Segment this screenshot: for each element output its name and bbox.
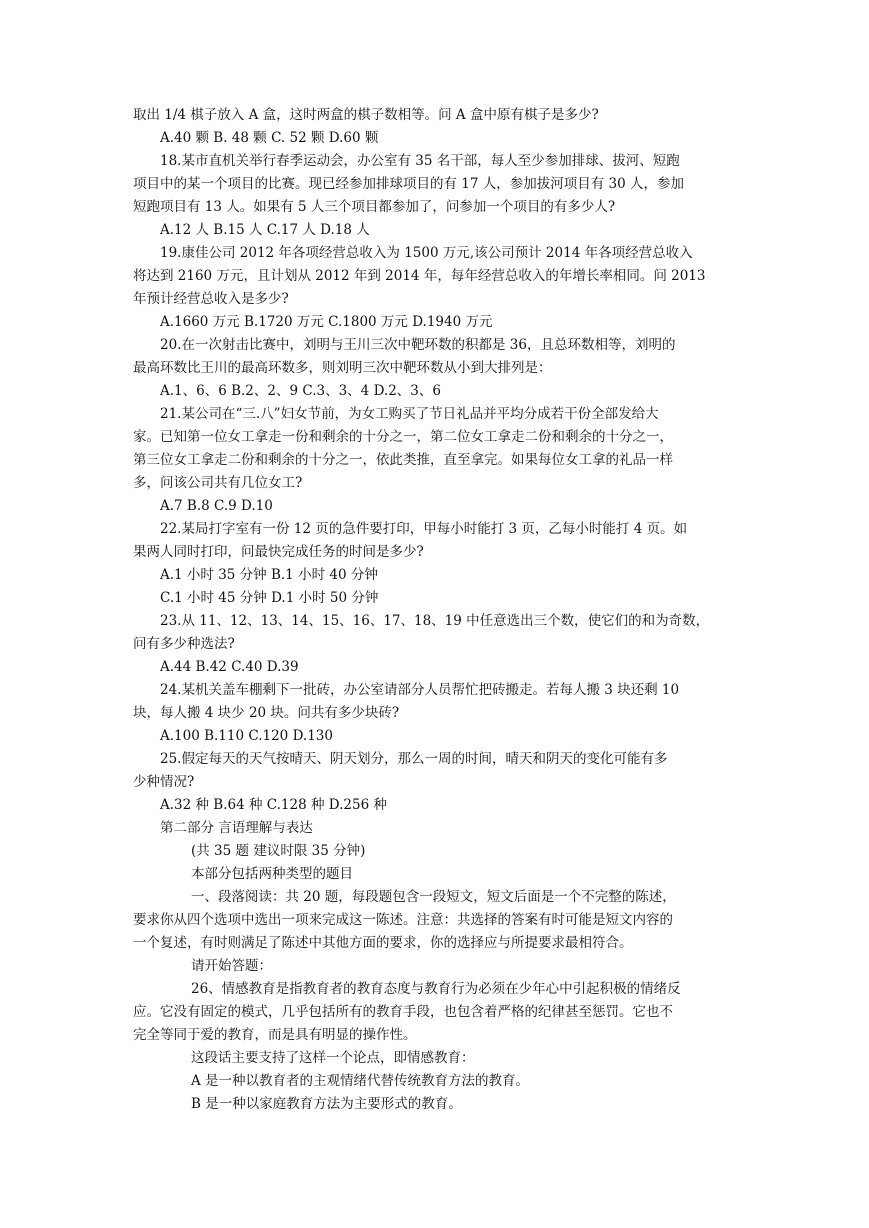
question-prompt: 这段话主要支持了这样一个论点，即情感教育： <box>191 1050 475 1066</box>
text-line: 一个复述，有时则满足了陈述中其他方面的要求，你的选择应与所提要求最相符合。 <box>133 935 633 951</box>
text-line: 问有多少种选法? <box>133 636 235 652</box>
answer-options: A.1660 万元 B.1720 万元 C.1800 万元 D.1940 万元 <box>160 314 493 330</box>
text-line: 取出 1/4 棋子放入 A 盒，这时两盒的棋子数相等。问 A 盒中原有棋子是多少? <box>133 107 599 123</box>
start-prompt: 请开始答题： <box>191 958 272 974</box>
text-line: 要求你从四个选项中选出一项来完成这一陈述。注意：共选择的答案有时可能是短文内容的 <box>133 912 673 928</box>
question-19: 19.康佳公司 2012 年各项经营总收入为 1500 万元,该公司预计 2014 年各项经营总收入 <box>160 245 693 261</box>
text-line: 第三位女工拿走二份和剩余的十分之一，依此类推，直至拿完。如果每位女工拿的礼品一样 <box>133 452 673 468</box>
text-line: 完全等同于爱的教育，而是具有明显的操作性。 <box>133 1027 417 1043</box>
text-line: 年预计经营总收入是多少? <box>133 291 289 307</box>
answer-options: A.32 种 B.64 种 C.128 种 D.256 种 <box>160 797 387 813</box>
instructions: 一、段落阅读：共 20 题，每段题包含一段短文，短文后面是一个不完整的陈述， <box>191 889 676 905</box>
question-18: 18.某市直机关举行春季运动会，办公室有 35 名干部，每人至少参加排球、拔河、短跑 <box>160 153 680 169</box>
text-line: 果两人同时打印，问最快完成任务的时间是多少? <box>133 544 424 560</box>
option-b: B 是一种以家庭教育方法为主要形式的教育。 <box>191 1096 462 1112</box>
answer-options: A.44 B.42 C.40 D.39 <box>160 659 299 675</box>
answer-options: C.1 小时 45 分钟 D.1 小时 50 分钟 <box>160 590 379 606</box>
section-subheading: (共 35 题 建议时限 35 分钟) <box>191 843 366 859</box>
text-line: 家。已知第一位女工拿走一份和剩余的十分之一，第二位女工拿走二份和剩余的十分之一， <box>133 429 673 445</box>
text-line: 短跑项目有 13 人。如果有 5 人三个项目都参加了，问参加一个项目的有多少人? <box>133 199 616 215</box>
answer-options: A.1 小时 35 分钟 B.1 小时 40 分钟 <box>160 567 378 583</box>
question-25: 25.假定每天的天气按晴天、阴天划分，那么一周的时间，晴天和阴天的变化可能有多 <box>160 751 668 767</box>
section-heading: 第二部分 言语理解与表达 <box>160 820 313 836</box>
option-a: A 是一种以教育者的主观情绪代替传统教育方法的教育。 <box>191 1073 530 1089</box>
question-26: 26、情感教育是指教育者的教育态度与教育行为必须在少年心中引起积极的情绪反 <box>191 981 681 997</box>
answer-options: A.40 颗 B. 48 颗 C. 52 颗 D.60 颗 <box>160 130 379 146</box>
text-line: 应。它没有固定的模式，几乎包括所有的教育手段，也包含着严格的纪律甚至惩罚。它也不 <box>133 1004 673 1020</box>
question-23: 23.从 11、12、13、14、15、16、17、18、19 中任意选出三个数，使它们的和为奇数， <box>160 613 710 629</box>
question-20: 20.在一次射击比赛中，刘明与王川三次中靶环数的积都是 36，且总环数相等，刘明的 <box>160 337 676 353</box>
text-line: 项目中的某一个项目的比赛。现已经参加排球项目的有 17 人，参加拔河项目有 30 人，参加 <box>133 176 685 192</box>
answer-options: A.100 B.110 C.120 D.130 <box>160 728 333 744</box>
answer-options: A.7 B.8 C.9 D.10 <box>160 498 273 514</box>
answer-options: A.1、6、6 B.2、2、9 C.3、3、4 D.2、3、6 <box>160 383 441 399</box>
text-line: 将达到 2160 万元，且计划从 2012 年到 2014 年，每年经营总收入的年增长率相同。问 2013 <box>133 268 706 284</box>
question-24: 24.某机关盖车棚剩下一批砖，办公室请部分人员帮忙把砖搬走。若每人搬 3 块还剩 10 <box>160 682 680 698</box>
section-intro: 本部分包括两种类型的题目 <box>191 866 353 882</box>
answer-options: A.12 人 B.15 人 C.17 人 D.18 人 <box>160 222 370 238</box>
text-line: 最高环数比王川的最高环数多，则刘明三次中靶环数从小到大排列是： <box>133 360 552 376</box>
question-22: 22.某局打字室有一份 12 页的急件要打印，甲每小时能打 3 页，乙每小时能打 4 页。如 <box>160 521 688 537</box>
question-21: 21.某公司在“三.八”妇女节前，为女工购买了节日礼品并平均分成若干份全部发给大 <box>160 406 659 422</box>
text-line: 少种情况? <box>133 774 195 790</box>
text-line: 多，问该公司共有几位女工? <box>133 475 303 491</box>
text-line: 块，每人搬 4 块少 20 块。问共有多少块砖? <box>133 705 400 721</box>
